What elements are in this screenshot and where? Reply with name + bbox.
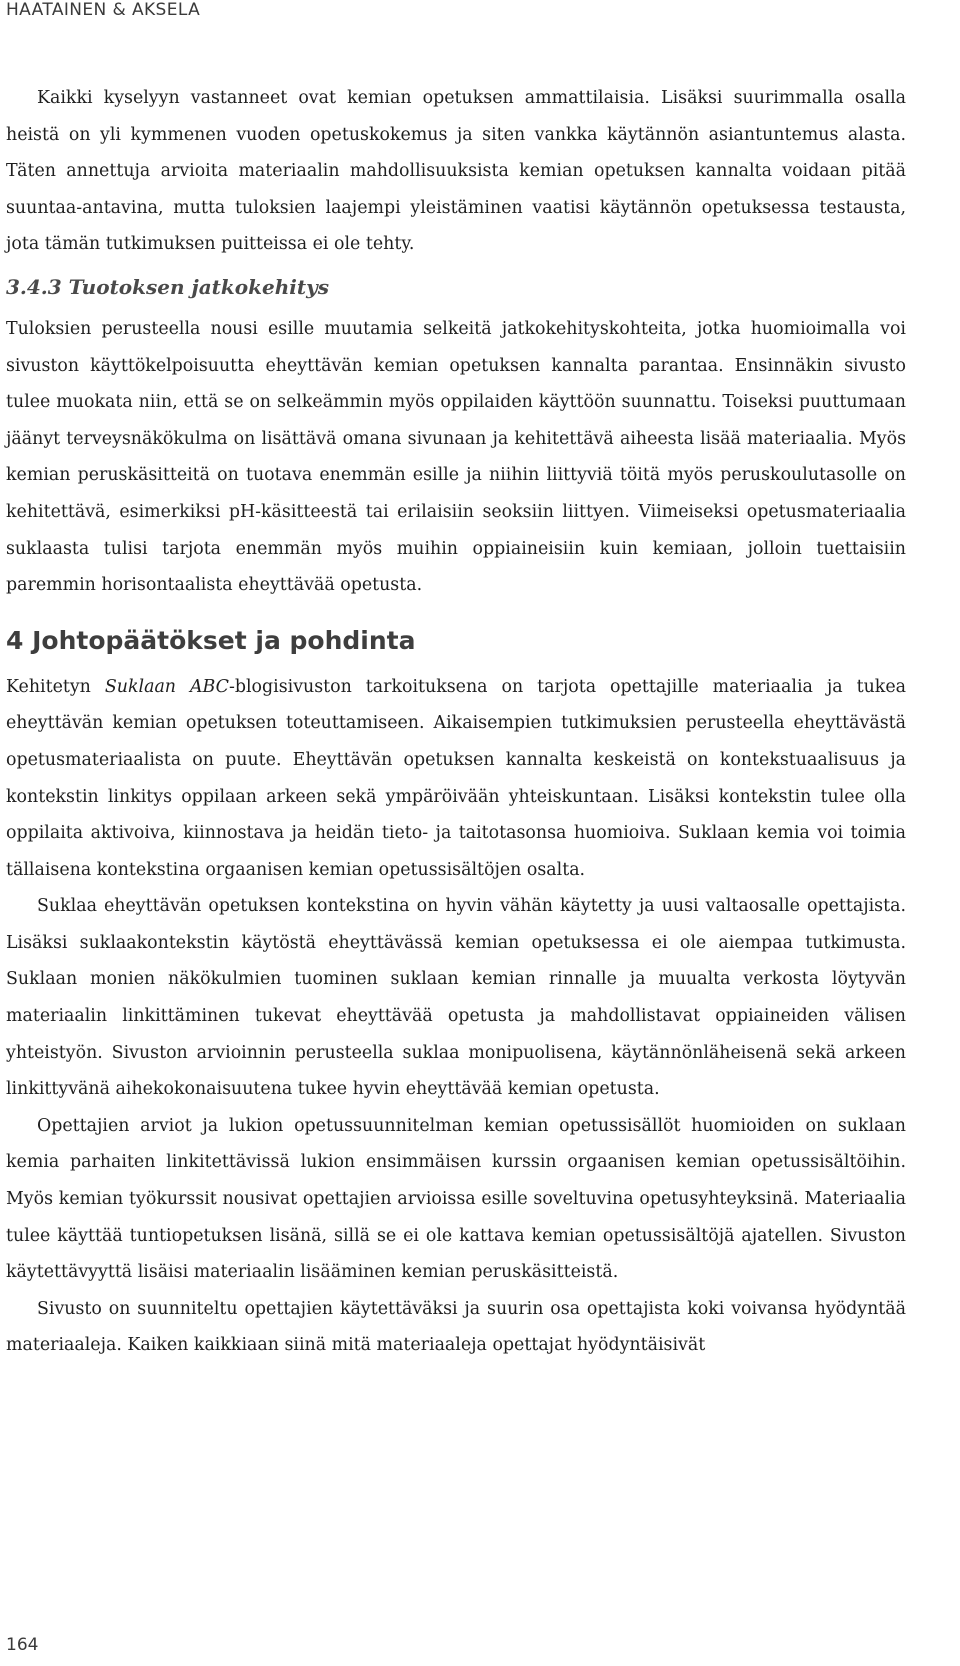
subsection-heading: 3.4.3 Tuotoksen jatkokehitys (6, 274, 329, 299)
body-paragraph (6, 669, 906, 889)
page-body (6, 80, 906, 1364)
body-paragraph: Tuloksien perusteella nousi esille muutamia selkeitä jatkokehityskohteita, jotka huomioimalla voi sivuston käyttökelpoisuutta eheyttävän kemian opetuksen kannalta parantaa. Ensinnäkin sivusto tulee muokata niin, että se on selkeämmin myös oppilaiden käyttöön suunnattu. Toiseksi puuttumaan jäänyt terveysnäkökulma on lisättävä omana sivunaan ja kehitettävä aiheesta lisää materiaalia. Myös kemian peruskäsitteitä on tuotava enemmän esille ja niihin liittyviä töitä myös peruskoulutasolle on kehitettävä, esimerkiksi pH-käsitteestä tai erilaisiin seoksiin liittyen. Viimeiseksi opetusmateriaalia suklaasta tulisi tarjota enemmän myös muihin oppiaineisiin kuin kemiaan, jolloin tuettaisiin paremmin horisontaalista eheyttävää opetusta. (6, 318, 906, 596)
running-head: HAATAINEN & AKSELA (6, 0, 201, 20)
paragraph-text: -blogisivuston tarkoituksena on tarjota opettajille materiaalia ja tukea eheyttävän kemian opetuksen toteuttamiseen. Aikaisempien tutkimuksien perusteella eheyttävästä opetusmateriaalista on puute. Eheyttävän opetuksen kannalta keskeistä on kontekstuaalisuus ja kontekstin linkitys oppilaan arkeen sekä ympäröivään yhteiskuntaan. Lisäksi kontekstin tulee olla oppilaita aktivoiva, kiinnostava ja heidän tieto- ja taitotasonsa huomioiva. Suklaan kemia voi toimia tällaisena kontekstina orgaanisen kemian opetussisältöjen osalta. (6, 676, 906, 880)
body-paragraph: Kaikki kyselyyn vastanneet ovat kemian opetuksen ammattilaisia. Lisäksi suurimmalla osalla heistä on yli kymmenen vuoden opetuskokemus ja siten vankka käytännön asiantuntemus alasta. Täten annettuja arvioita materiaalin mahdollisuuksista kemian opetuksen kannalta voidaan pitää suuntaa-antavina, mutta tuloksien laajempi yleistäminen vaatisi käytännön opetuksessa testausta, jota tämän tutkimuksen puitteissa ei ole tehty. (6, 88, 906, 255)
body-paragraph: Sivusto on suunniteltu opettajien käytettäväksi ja suurin osa opettajista koki voivansa hyödyntää materiaaleja. Kaiken kaikkiaan siinä mitä materiaaleja opettajat hyödyntäisivät (6, 1298, 906, 1356)
page-number: 164 (6, 1635, 39, 1655)
body-paragraph: Opettajien arviot ja lukion opetussuunnitelman kemian opetussisällöt huomioiden on suklaan kemia parhaiten linkitettävissä lukion ensimmäisen kurssin orgaanisen kemian opetussisältöihin. Myös kemian työkurssit nousivat opettajien arvioissa esille soveltuvina opetusyhteyksinä. Materiaalia tulee käyttää tuntiopetuksen lisänä, sillä se ei ole kattava kemian opetussisältöjä ajatellen. Sivuston käytettävyyttä lisäisi materiaalin lisääminen kemian peruskäsitteistä. (6, 1115, 906, 1283)
section-heading: 4 Johtopäätökset ja pohdinta (6, 625, 416, 655)
body-paragraph: Suklaa eheyttävän opetuksen kontekstina on hyvin vähän käytetty ja uusi valtaosalle opettajista. Lisäksi suklaakontekstin käytöstä eheyttävässä kemian opetuksessa ei ole aiempaa tutkimusta. Suklaan monien näkökulmien tuominen suklaan kemian rinnalle ja muualta verkosta löytyvän materiaalin linkittäminen tukevat eheyttävää opetusta ja mahdollistavat oppiaineiden välisen yhteistyön. Sivuston arvioinnin perusteella suklaa monipuolisena, käytännönläheisenä sekä arkeen linkittyvänä aihekokonaisuutena tukee hyvin eheyttävää kemian opetusta. (6, 896, 906, 1100)
blog-title: Suklaan ABC (104, 676, 229, 697)
paragraph-text: Kehitetyn (6, 676, 105, 697)
